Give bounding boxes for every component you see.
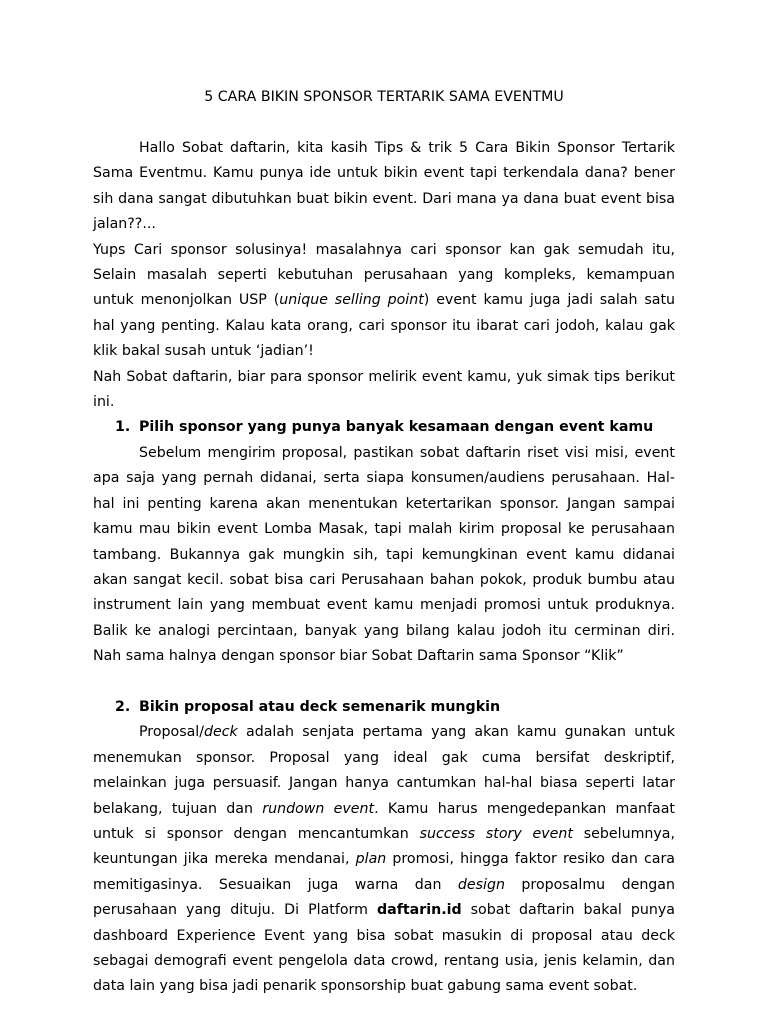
section-gap bbox=[93, 670, 675, 695]
s2-italic-plan: plan bbox=[355, 851, 387, 868]
section-2-body bbox=[93, 720, 675, 999]
s2-italic-deck: deck bbox=[204, 724, 238, 741]
s2-italic-rundown: rundown event bbox=[262, 800, 375, 817]
s2-text-6: proposalmu dengan perusahaan yang dituju. Di Platform bbox=[93, 876, 675, 919]
section-1-heading-text: Pilih sponsor yang punya banyak kesamaan dengan event kamu bbox=[139, 419, 654, 436]
s2-italic-design: design bbox=[457, 876, 505, 893]
section-2-number: 2. bbox=[115, 698, 131, 715]
intro-p2-text-a: Yups Cari sponsor solusinya! masalahnya cari sponsor kan gak semudah itu, Selain masalah seperti kebutuhan perusahaan yang kompleks, kemampuan untuk menonjolkan USP ( bbox=[93, 241, 675, 309]
s2-text-2: adalah senjata pertama yang akan kamu gunakan untuk menemukan sponsor. Proposal yang ideal gak cuma bersifat deskriptif, melainkan juga persuasif. Jangan hanya cantumkan hal-hal biasa seperti latar belakang, tujuan dan bbox=[93, 724, 675, 817]
s2-bold-daftarin: daftarin.id bbox=[376, 902, 462, 919]
s2-text-1: Proposal/ bbox=[139, 724, 205, 741]
intro-paragraph-2 bbox=[93, 238, 675, 365]
intro-p2-italic: unique selling point bbox=[279, 292, 424, 309]
section-1-body: Sebelum mengirim proposal, pastikan sobat daftarin riset visi misi, event apa saja yang pernah didanai, serta siapa konsumen/audiens perusahaan. Hal-hal ini penting karena akan menentukan ketertarikan sponsor. Jangan sampai kamu mau bikin event Lomba Masak, tapi malah kirim proposal ke perusahaan tambang. Bukannya gak mungkin sih, tapi kemungkinan event kamu didanai akan sangat kecil. sobat bisa cari Perusahaan bahan pokok, produk bumbu atau instrument lain yang membuat event kamu menjadi promosi untuk produknya. Balik ke analogi percintaan, banyak yang bilang kalau jodoh itu cerminan diri. Nah sama halnya dengan sponsor biar Sobat Daftarin sama Sponsor “Klik” bbox=[93, 444, 675, 665]
intro-p2-text-b: ) event kamu juga jadi salah satu hal yang penting. Kalau kata orang, cari sponsor itu ibarat cari jodoh, kalau gak klik bakal susah untuk ‘jadian’! bbox=[93, 292, 675, 360]
section-1-number: 1. bbox=[115, 419, 131, 436]
s2-text-5: promosi, hingga faktor resiko dan cara memitigasinya. Sesuaikan juga warna dan bbox=[93, 851, 675, 893]
section-2-heading bbox=[93, 695, 675, 720]
section-1-heading bbox=[93, 415, 675, 440]
intro-paragraph: Hallo Sobat daftarin, kita kasih Tips & trik 5 Cara Bikin Sponsor Tertarik Sama Eventmu. Kamu punya ide untuk bikin event tapi terkendala dana? bener sih dana sangat dibutuhkan buat bikin event. Dari mana ya dana buat event bisa jalan??... bbox=[93, 140, 675, 233]
document-body bbox=[93, 136, 675, 1000]
s2-italic-success-story: success story event bbox=[419, 825, 573, 842]
s2-text-3: . Kamu harus mengedepankan manfaat untuk si sponsor dengan mencantumkan bbox=[93, 800, 675, 842]
s2-text-4: sebelumnya, keuntungan jika mereka mendanai, bbox=[93, 825, 675, 868]
section-2-heading-text: Bikin proposal atau deck semenarik mungkin bbox=[139, 698, 501, 715]
intro-paragraph-3: Nah Sobat daftarin, biar para sponsor melirik event kamu, yuk simak tips berikut ini. bbox=[93, 368, 675, 411]
document-title: 5 CARA BIKIN SPONSOR TERTARIK SAMA EVENTMU bbox=[204, 89, 564, 105]
s2-text-7: sobat daftarin bakal punya dashboard Experience Event yang bisa sobat masukin di proposal atau deck sebagai demografi event pengelola data crowd, rentang usia, jenis kelamin, dan data lain yang bisa jadi penarik sponsorship buat gabung sama event sobat. bbox=[93, 902, 675, 995]
